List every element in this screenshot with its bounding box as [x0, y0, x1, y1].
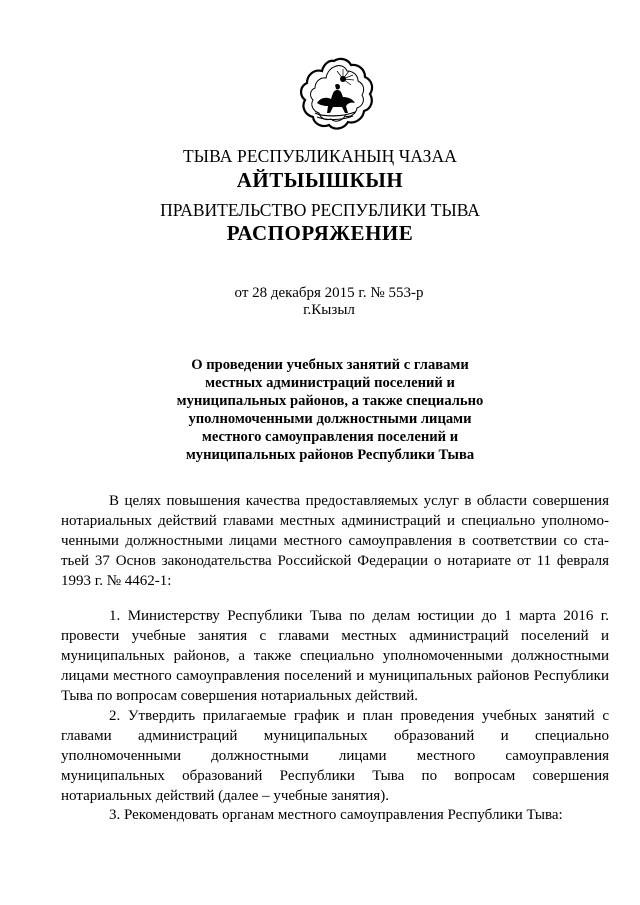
subject-line: О проведении учебных занятий с главами	[191, 357, 469, 373]
subject-line: муниципальных районов, а также специально	[176, 393, 484, 409]
paragraph-line: муниципальных районов, а также специально уполномоченными должностными	[61, 647, 609, 664]
document-type-tuvan: АЙТЫЫШКЫН	[236, 168, 404, 192]
document-date-number: от 28 декабря 2015 г. № 553-р	[234, 285, 424, 301]
paragraph-line: тьей 37 Основ законодательства Российской Федерации о нотариате от 11 февраля	[61, 552, 609, 569]
paragraph-line: нотариальных действий главами местных администраций и специально уполномо-	[61, 512, 609, 529]
subject-line: уполномоченными должностными лицами	[188, 411, 472, 427]
paragraph-line: 1993 г. № 4462-1:	[61, 572, 172, 589]
intro-paragraph	[61, 492, 609, 592]
paragraph-line: лицами местного самоуправления поселений и муниципальных районов Республики	[61, 667, 609, 684]
document-city: г.Кызыл	[303, 302, 355, 318]
paragraph-line: 1. Министерству Республики Тыва по делам юстиции до 1 марта 2016 г.	[109, 608, 609, 624]
subject-line: местных администраций поселений и	[205, 375, 455, 391]
paragraph-line: главами администраций муниципальных образований и специально	[61, 727, 609, 744]
item-1-paragraph	[61, 607, 609, 707]
paragraph-line: 2. Утвердить прилагаемые график и план проведения учебных занятий с	[109, 708, 609, 724]
header-title-tuvan: ТЫВА РЕСПУБЛИКАНЫҢ ЧАЗАА	[182, 146, 458, 166]
paragraph-line: В целях повышения качества предоставляемых услуг в области совершения	[109, 493, 609, 509]
paragraph-line: ченными должностными лицами местного самоуправления в соответствии со ста-	[61, 532, 609, 549]
document-type-russian: РАСПОРЯЖЕНИЕ	[226, 221, 414, 245]
item-3-paragraph	[61, 806, 609, 826]
document-subject	[150, 356, 510, 464]
paragraph-line: 3. Рекомендовать органам местного самоуправления Республики Тыва:	[109, 807, 563, 823]
paragraph-line: Тыва по вопросам совершения нотариальных действий.	[61, 687, 419, 704]
coat-of-arms-of-tuva-icon	[293, 57, 375, 133]
paragraph-line: провести учебные занятия с главами местных администраций поселений и	[61, 627, 609, 644]
paragraph-line: уполномоченными должностными лицами местного самоуправления	[61, 747, 609, 764]
subject-line: местного самоуправления поселений и	[201, 429, 459, 445]
paragraph-line: нотариальных действий (далее – учебные занятия).	[61, 787, 389, 804]
item-2-paragraph	[61, 707, 609, 807]
paragraph-line: муниципальных образований Республики Тыва по вопросам совершения	[61, 767, 609, 784]
header-title-russian: ПРАВИТЕЛЬСТВО РЕСПУБЛИКИ ТЫВА	[160, 200, 480, 220]
subject-line: муниципальных районов Республики Тыва	[185, 447, 475, 463]
